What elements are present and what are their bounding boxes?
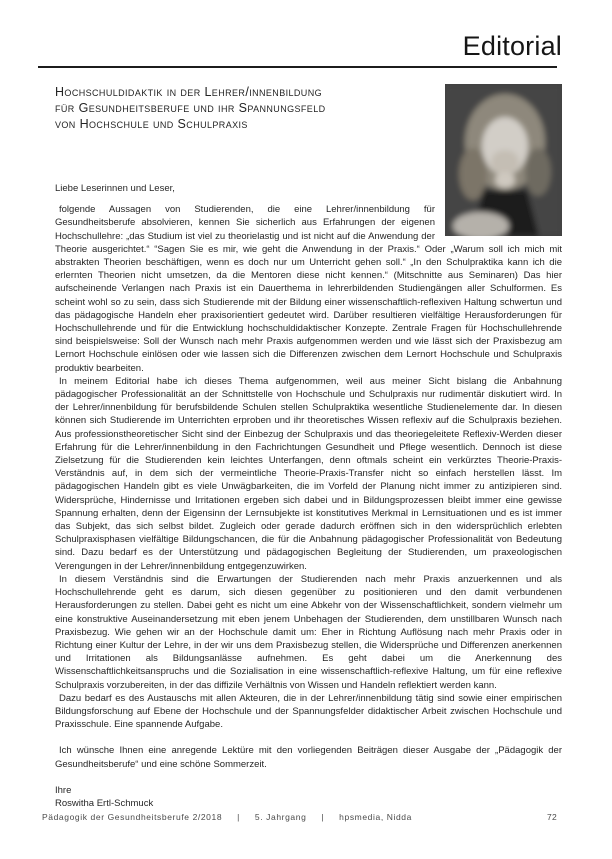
section-title: Editorial <box>462 31 562 61</box>
article-title-line: für Gesundheitsberufe und ihr Spannungsfeld <box>55 101 326 115</box>
page-footer <box>42 812 557 822</box>
footer-separator: | <box>321 812 325 822</box>
footer-journal: Pädagogik der Gesundheitsberufe 2/2018 <box>42 812 223 822</box>
article-title-line: von Hochschule und Schulpraxis <box>55 117 248 131</box>
footer-volume: 5. Jahrgang <box>254 812 307 822</box>
article-body <box>55 182 562 810</box>
page-number: 72 <box>546 812 557 822</box>
footer-publisher: hpsmedia, Nidda <box>339 812 412 822</box>
article-title-line: Hochschuldidaktik in der Lehrer/innenbildung <box>55 85 322 99</box>
signature-block <box>55 784 562 810</box>
signature-pre: Ihre <box>55 784 72 796</box>
paragraph: In diesem Verständnis sind die Erwartungen der Studierenden nach mehr Praxis anzuerkennen und als Hochschullehrende geht es darum, sich diesen gegenüber zu positionieren und den damit verbundenen Herausforderungen zu stellen. Dabei geht es nicht um eine Abkehr von der Wissenschaftlichkeit, sondern vielmehr um eine konstruktive Auseinandersetzung mit eben jenem Unbehagen der Studierenden, dem unstillbaren Wunsch nach Praxisbezug. Wie gehen wir an der Hochschule damit um: Eher in Richtung Auflösung nach mehr Praxis oder in Richtung einer Kultur der Lehre, in der wir uns dem Praxisbezug stellen, die Widersprüche und Differenzen anerkennen und Irritationen als Bildungsanlässe aufnehmen. Es geht dabei um die Anerkennung des Wissenschaftlichkeitsanspruchs und die Sozialisation in eine wissenschaftlich-reflexive Haltung, um für eine reflexive Schulpraxis vorzubereiten, in der das diffizile Verhältnis von Wissen und Handeln reflektiert werden kann. <box>55 573 562 691</box>
author-portrait-photo <box>445 84 562 236</box>
signature-name: Roswitha Ertl-Schmuck <box>55 797 154 809</box>
header-divider <box>38 66 557 68</box>
salutation: Liebe Leserinnen und Leser, <box>55 183 175 194</box>
footer-separator: | <box>237 812 240 822</box>
paragraph: In meinem Editorial habe ich dieses Thema aufgenommen, weil aus meiner Sicht bislang die Anbahnung pädagogischer Professionalität an der Schnittstelle von Hochschule und Schulpraxis nur rudimentär diskutiert wird. In der Lehrer/innenbildung für berufsbildende Schulen stellen Schulpraktika wesentliche Studienelemente dar. In diesen können sich Studierende im Unterrichten erproben und ihr theoretisches Wissen reflexiv auf die Schulpraxis beziehen. Aus professionstheoretischer Sicht sind der Einbezug der Schulpraxis und das theoriegeleitete Reflexiv-Werden dieser Erfahrung für die Lehrer/innenbildung in den Fachrichtungen Gesundheit und Pflege wesentlich. Dennoch ist diese Zielsetzung für die Studierenden kein leichtes Unterfangen, denn oftmals scheint ein verkürztes Theorie-Praxis-Verständnis auf, in dem sich der vermeintliche Theorie-Praxis-Transfer nicht so einfach herstellen lässt. Im pädagogischen Handeln gibt es viele Unwägbarkeiten, die im Vorfeld der Planung nicht immer zu antizipieren sind. Widersprüche, Hindernisse und Irritationen ergeben sich dabei und in Bildungsprozessen bleibt immer eine gewisse Spannung erhalten, denn der Eigensinn der Lernsubjekte ist konstitutives Merkmal in Lernsituationen und es ist immer das Subjekt, das sich selbst bildet. Zugleich oder gerade dadurch eröffnen sich in den widersprüchlich erlebten Schulpraxisphasen vielfältige Bildungschancen, die für die Anbahnung pädagogischer Professionalität von Bedeutung sind. Dazu bedarf es der Unterstützung und pädagogischen Begleitung der Studierenden, um praxeologischen Verengungen in der Lehrer/innenbildung entgegenzuwirken. <box>55 375 562 572</box>
paragraph: Dazu bedarf es des Austauschs mit allen Akteuren, die in der Lehrer/innenbildung tätig sind sowie einer empirischen Bildungsforschung auf Ebene der Hochschule und der Spannungsfelder didaktischer Arbeit zwischen Hochschule und Praxisschule. Eine spannende Aufgabe. <box>55 692 562 731</box>
closing-paragraph: Ich wünsche Ihnen eine anregende Lektüre mit den vorliegenden Beiträgen dieser Ausgabe der „Pädagogik der Gesundheitsberufe“ und eine schöne Sommerzeit. <box>55 745 562 770</box>
paragraph: folgende Aussagen von Studierenden, die eine Lehrer/innenbildung für Gesundheitsberufe absolvieren, kennen Sie sicherlich aus Erfahrungen der eigenen Hochschullehre: „das Studium ist viel zu theorielastig und ist nicht auf die Anwendung der Theorie ausgerichtet.“ “Sagen Sie es mir, wie geht die Anwendung in der Praxis.“ Oder „Warum soll ich mich mit abstrakten Theorien beschäftigen, wenn es doch nur um Unterricht gehen soll.“ „In den Schulpraktika kann ich die erlernten Theorien nicht umsetzen, da die Mentoren diese nicht kennen.“ (Mitschnitte aus Seminaren) Das hier aufscheinende Verlangen nach Praxis ist ein Dauerthema in lehrerbildenden Studiengängen aller Schulformen. Es scheint wohl so zu sein, dass sich Studierende mit der Bildung einer wissenschaftlich-reflexiven Haltung schwertun und das pädagogische Handeln eher praxisorientiert gedeutet wird. Darüber resultieren vielfältige Herausforderungen für Hochschullehrende und für die Entwicklung hochschuldidaktischer Konzepte. Zentrale Fragen für Hochschullehrende sind beispielsweise: Soll der Wunsch nach mehr Praxis aufgenommen werden und wie lässt sich der Praxisbezug am Lernort Hochschule einlösen oder wie lassen sich die Differenzen zwischen dem Lernort Hochschule und Schulpraxis produktiv bearbeiten. <box>55 204 562 374</box>
editorial-article <box>55 84 562 810</box>
